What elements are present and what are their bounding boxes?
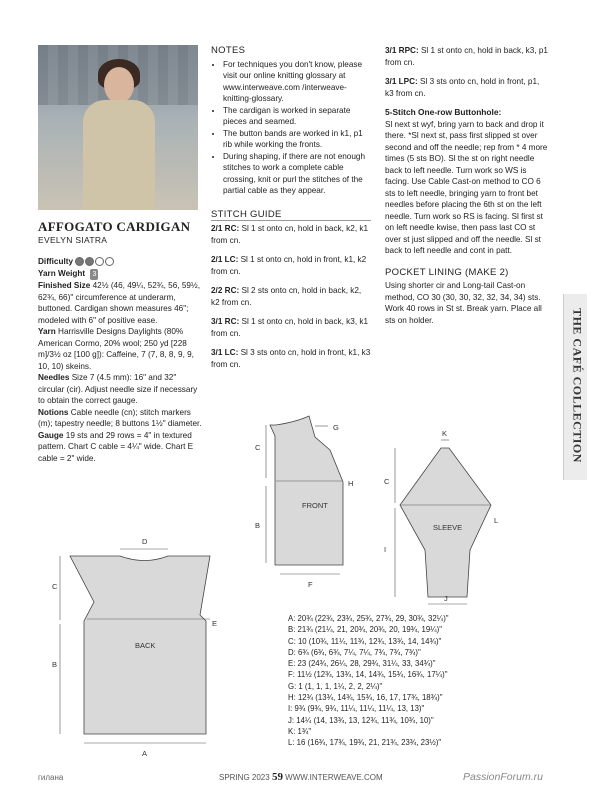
dim-letter-J: I [384,545,387,554]
measurements-list [288,613,488,749]
dim-letter-G: G [333,423,339,432]
dim-letter-C: C [384,477,390,486]
sleeve-label: SLEEVE [433,523,463,532]
dim-letter-B: B [255,521,261,530]
dim-letter-I: J [444,594,448,603]
measurement-row: H: 12¾ (13¾, 14¾, 15¾, 16, 17, 17¾, 18¾)" [288,693,443,703]
stitch-entry: 3/1 LPC: Sl 3 sts onto cn, hold in front, p1, k3 from cn. [385,77,540,98]
notions-info: Notions Cable needle (cn); stitch markers (m); tapestry needle; 8 buttons 1½" diameter. [38,407,202,428]
stitch-entry: 2/1 RC: Sl 1 st onto cn, hold in back, k2, k1 from cn. [211,224,369,245]
measurement-row: I: 9¾ (9¾, 9¾, 11¼, 11¼, 11¼, 13, 13)" [288,704,425,714]
stitch-entry: 2/2 RC: Sl 2 sts onto cn, hold in back, k2, k2 from cn. [211,286,362,307]
yarn-weight-label: Yarn Weight [38,268,86,278]
front-label: FRONT [302,501,328,510]
measurement-row: C: 10 (10¾, 11¼, 11¾, 12¾, 13¾, 14, 14¾)" [288,636,442,646]
footer-left-text: гилана [38,773,64,782]
dim-letter-H: H [348,479,354,488]
stitch-guide-heading: STITCH GUIDE [211,209,371,222]
pattern-title: AFFOGATO CARDIGAN [38,219,191,234]
back-label: BACK [135,641,156,650]
stitch-entry: 3/1 RPC: Sl 1 st onto cn, hold in back, k3, p1 from cn. [385,46,548,67]
measurement-row: D: 6¾ (6¾, 6¾, 7¼, 7¼, 7¾, 7¾, 7¾)" [288,647,421,657]
front-piece [270,416,343,565]
needles-info: Needles Size 7 (4.5 mm): 16" and 32" circular (cir). Adjust needle size if necessary to obtain the correct gauge. [38,373,198,405]
yarn-weight-badge: 3 [90,269,98,281]
dim-letter-E: E [212,619,218,628]
dim-letter-C: C [255,443,261,452]
stitch-entry: 2/1 LC: Sl 1 st onto cn, hold in front, k1, k2 from cn. [211,255,367,276]
measurement-row: K: 1¾" [288,726,312,736]
stitch-entry: 3/1 LC: Sl 3 sts onto cn, hold in front, k1, k3 from cn. [211,348,371,369]
yarn-info: Yarn Harrisville Designs Daylights (80% American Cormo, 20% wool; 250 yd [228 m]/3½ oz [100 g]): Caffeine, 7 (7, 8, 8, 9, 9, 10, 10) skeins. [38,327,194,371]
measurement-row: B: 21¾ (21¼, 21, 20¾, 20¾, 20, 19¾, 19¼)" [288,625,443,635]
dim-letter-A: A [142,749,148,758]
dim-letter-K: K [442,429,448,438]
note-item: • During shaping, if there are not enough stitches to work a complete cable crossing, knit or purl the stitches of the partial cable as they appear. [223,151,371,197]
measurement-row: F: 11½ (12¾, 13¾, 14, 14¾, 15¾, 16¾, 17¼)" [288,670,448,680]
website-label: WWW.INTERWEAVE.COM [285,773,383,782]
note-item: • The cardigan is worked in separate pieces and seamed. [223,105,371,128]
watermark: PassionForum.ru [463,771,543,783]
designer-name: EVELYN SIATRA [38,235,108,245]
section-label: THE CAFÉ COLLECTION [570,308,585,463]
notes-heading: NOTES [211,45,246,56]
note-item: • For techniques you don't know, please visit our online knitting glossary at www.interweave.com /interweave-knitting-glossary. [223,59,371,105]
gauge-info: Gauge 19 sts and 29 rows = 4" in textured pattern. Chart C cable = 4¼" wide. Chart E cable = 2" wide. [38,430,194,463]
pocket-heading: POCKET LINING (MAKE 2) [385,266,509,278]
note-item: • The button bands are worked in k1, p1 rib while working the fronts. [223,128,371,151]
dim-letter-C: C [52,582,58,591]
dim-letter-L: L [494,516,499,525]
measurement-row: A: 20¾ (22¾, 23¾, 25¾, 27¾, 29, 30¾, 32¼)" [288,614,449,623]
pocket-text: Using shorter cir and Long-tail Cast-on method, CO 30 (30, 30, 32, 32, 34, 34) sts. Work 40 rows in St st. Break yarn. Place all sts on holder. [385,281,542,325]
dim-letter-D: D [142,537,148,546]
buttonhole-heading: 5-Stitch One-row Buttonhole: [385,107,502,117]
footer-center [219,771,383,783]
finished-size: Finished Size 42½ (46, 49¼, 52¾, 56, 59½, 62¾, 66)" circumference at underarm, buttoned. Cardigan shown measures 46"; modeled with 6" of positive ease. [38,281,201,325]
measurement-row: E: 23 (24¾, 26¼, 28, 29¾, 31¼, 33, 34¾)" [288,659,436,669]
measurement-row: J: 14¼ (14, 13¾, 13, 12¾, 11¾, 10¾, 10)" [288,715,434,725]
page-number: 59 [271,771,283,783]
difficulty-label: Difficulty [38,257,74,266]
measurement-row: L: 16 (16¾, 17¾, 19¾, 21, 21¾, 23¾, 23½)" [288,738,442,748]
issue-label: SPRING 2023 [219,773,270,782]
dim-letter-B: B [52,660,58,669]
dim-letter-F: F [308,580,313,589]
buttonhole-text: Sl next st wyf, bring yarn to back and drop it there. *Sl next st, pass first slipped st over second and off the needle; rep from * 4 more times (5 sts BO). Sl the st on right needle back to left needle. Turn work so WS is facing. Use Cable Cast-on method to CO 6 sts to left needle, bringing yarn to front bet needles before placing the 6th st on the left needle. Turn work so RS is facing. Sl first st on left needle kwise, then pass last CO st over st just slipped and off the needle. Sl st back to left needle and cont in patt. [385,119,548,255]
measurement-row: G: 1 (1, 1, 1, 1¼, 2, 2, 2¼)" [288,681,383,691]
stitch-entry: 3/1 RC: Sl 1 st onto cn, hold in back, k3, k1 from cn. [211,317,369,338]
